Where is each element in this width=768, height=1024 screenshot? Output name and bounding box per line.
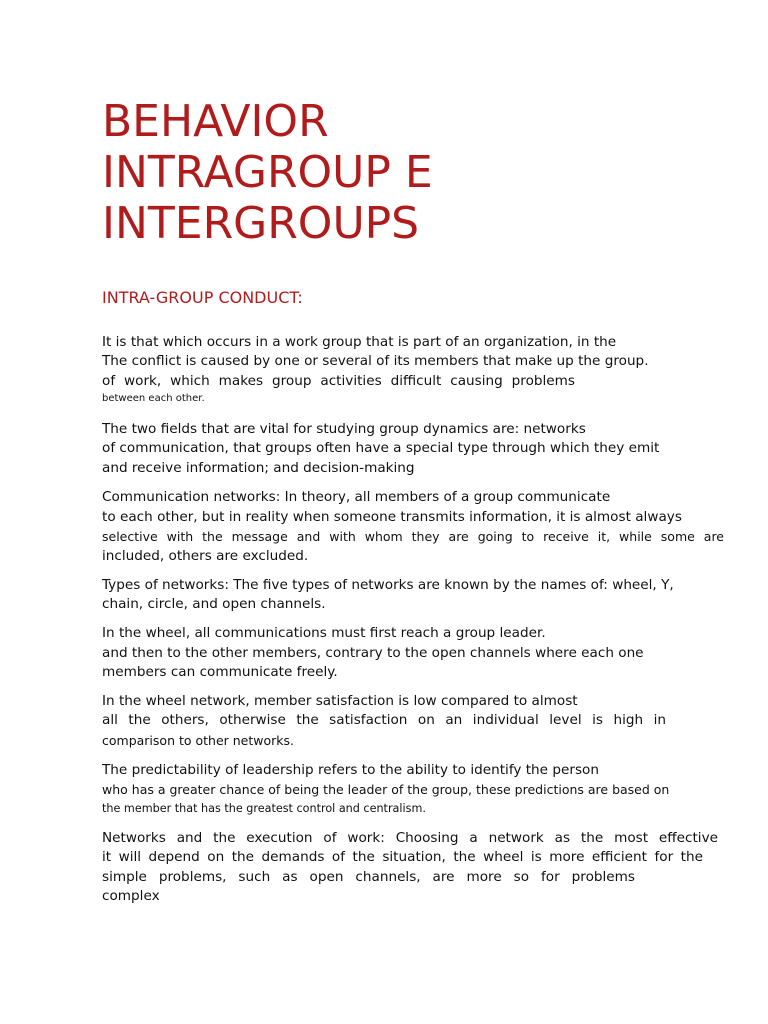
paragraph-line: chain, circle, and open channels.: [102, 596, 326, 612]
paragraph-line: It is that which occurs in a work group that is part of an organization, in the: [102, 334, 617, 350]
paragraph-line: Types of networks: The five types of networks are known by the names of: wheel, Y,: [102, 577, 674, 593]
paragraph-line: selective with the message and with whom they are going to receive it, while some are: [102, 529, 724, 544]
paragraph-line: comparison to other networks.: [102, 733, 295, 748]
paragraph-line: members can communicate freely.: [102, 664, 338, 680]
paragraph-line: the member that has the greatest control and centralism.: [102, 802, 426, 815]
paragraph-line: In the wheel network, member satisfaction is low compared to almost: [102, 693, 578, 709]
paragraph-line: Networks and the execution of work: Choosing a network as the most effective: [102, 830, 718, 846]
title-line: INTERGROUPS: [102, 198, 420, 249]
paragraph-line: included, others are excluded.: [102, 548, 309, 564]
paragraph-line: and then to the other members, contrary to the open channels where each one: [102, 645, 644, 661]
section-heading: INTRA-GROUP CONDUCT:: [102, 288, 303, 307]
paragraph-line: The predictability of leadership refers to the ability to identify the person: [102, 762, 599, 778]
paragraph-line: of work, which makes group activities difficult causing problems: [102, 373, 575, 389]
paragraph-line: between each other.: [102, 393, 205, 404]
paragraph-line: The conflict is caused by one or several of its members that make up the group.: [102, 353, 649, 369]
document-title: [102, 96, 433, 249]
paragraph-line: to each other, but in reality when someone transmits information, it is almost always: [102, 509, 682, 525]
paragraph-line: all the others, otherwise the satisfaction on an individual level is high in: [102, 712, 666, 728]
paragraph-line: it will depend on the demands of the situation, the wheel is more efficient for the: [102, 849, 703, 865]
paragraph-line: who has a greater chance of being the leader of the group, these predictions are based on: [102, 782, 670, 797]
paragraph-line: simple problems, such as open channels, are more so for problems: [102, 869, 635, 885]
paragraph-line: Communication networks: In theory, all members of a group communicate: [102, 489, 611, 505]
paragraph-line: The two fields that are vital for studying group dynamics are: networks: [102, 421, 586, 437]
title-line: INTRAGROUP E: [102, 147, 433, 198]
paragraph-line: complex: [102, 888, 160, 904]
paragraph-line: of communication, that groups often have a special type through which they emit: [102, 440, 660, 456]
title-line: BEHAVIOR: [102, 96, 329, 147]
paragraph-line: In the wheel, all communications must first reach a group leader.: [102, 625, 546, 641]
paragraph-line: and receive information; and decision-making: [102, 460, 415, 476]
